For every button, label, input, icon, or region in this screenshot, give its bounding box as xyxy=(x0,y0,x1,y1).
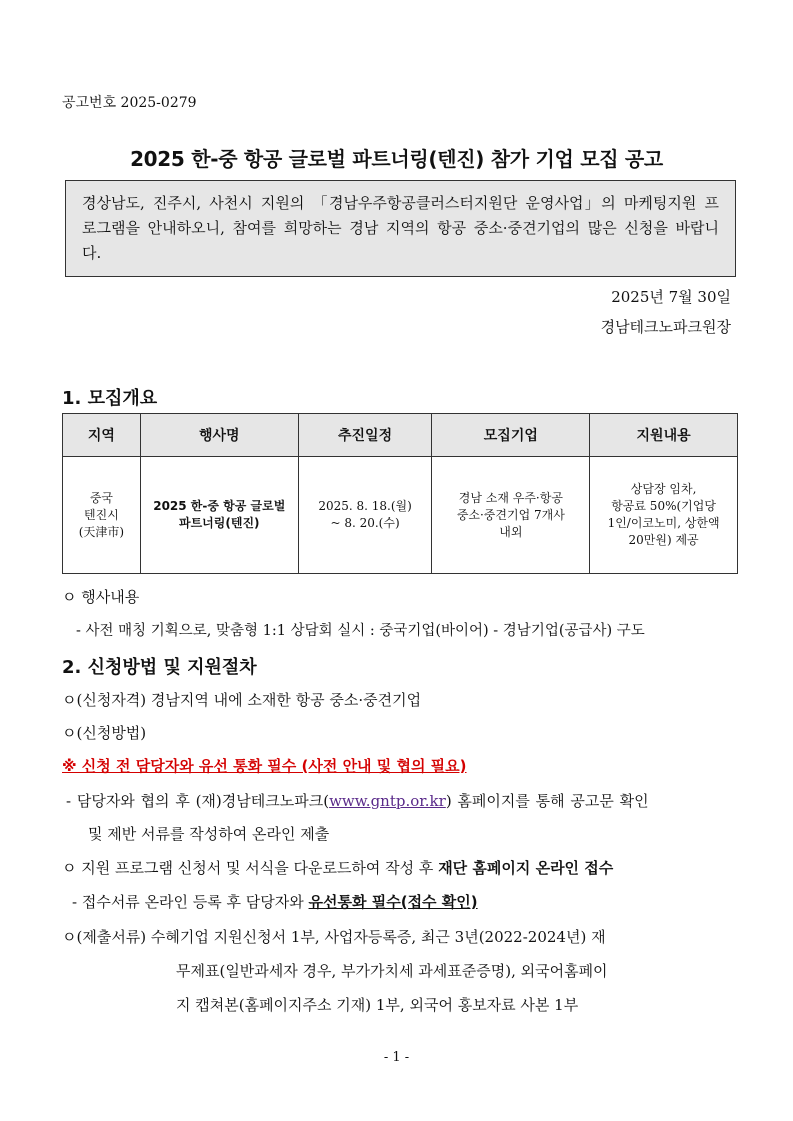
notice-number: 공고번호 2025-0279 xyxy=(62,95,197,111)
consult-line: - 담당자와 협의 후 (재)경남테크노파크(www.gntp.or.kr) 홈페이지를 통해 공고문 확인 xyxy=(66,792,649,810)
cell-companies: 경남 소재 우주·항공 중소·중견기업 7개사 내외 xyxy=(432,457,590,574)
notice-date: 2025년 7월 30일 xyxy=(611,288,731,306)
intro-box xyxy=(65,180,736,277)
intro-text: 경상남도, 진주시, 사천시 지원의 「경남우주항공클러스터지원단 운영사업」의 마케팅지원 프로그램을 안내하오니, 참여를 희망하는 경남 지역의 항공 중소·중견기업의 많은 신청을 바랍니다. xyxy=(82,194,719,262)
header-region: 지역 xyxy=(63,414,141,457)
page-title: 2025 한-중 항공 글로벌 파트너링(텐진) 참가 기업 모집 공고 xyxy=(130,147,663,171)
table-row xyxy=(63,457,738,574)
event-content-label: ㅇ 행사내용 xyxy=(62,588,140,606)
eligibility-line: ㅇ(신청자격) 경남지역 내에 소재한 항공 중소·중견기업 xyxy=(62,691,422,709)
register-line: - 접수서류 온라인 등록 후 담당자와 유선통화 필수(접수 확인) xyxy=(72,893,478,911)
header-event: 행사명 xyxy=(140,414,298,457)
method-label: ㅇ(신청방법) xyxy=(62,724,147,742)
cell-support: 상담장 임차, 항공료 50%(기업당 1인/이코노미, 상한액 20만원) 제공 xyxy=(590,457,738,574)
overview-table xyxy=(62,413,738,574)
cell-region: 중국 텐진시 (天津市) xyxy=(63,457,141,574)
header-support: 지원내용 xyxy=(590,414,738,457)
download-line: ㅇ 지원 프로그램 신청서 및 서식을 다운로드하여 작성 후 재단 홈페이지 온라인 접수 xyxy=(62,859,614,877)
documents-line-1: ㅇ(제출서류) 수혜기업 지원신청서 1부, 사업자등록증, 최근 3년(2022-2024년) 재 xyxy=(62,928,606,946)
header-schedule: 추진일정 xyxy=(298,414,432,457)
warning-line: ※ 신청 전 담당자와 유선 통화 필수 (사전 안내 및 협의 필요) xyxy=(62,757,467,775)
table-header-row xyxy=(63,414,738,457)
website-link[interactable]: www.gntp.or.kr xyxy=(329,792,446,810)
section2-heading: 2. 신청방법 및 지원절차 xyxy=(62,657,257,678)
cell-event: 2025 한-중 항공 글로벌 파트너링(텐진) xyxy=(140,457,298,574)
event-content-detail: - 사전 매칭 기획으로, 맞춤형 1:1 상담회 실시 : 중국기업(바이어) - 경남기업(공급사) 구도 xyxy=(76,623,645,639)
consult-line-2: 및 제반 서류를 작성하여 온라인 제출 xyxy=(88,825,330,843)
signer: 경남테크노파크원장 xyxy=(600,318,731,336)
cell-schedule: 2025. 8. 18.(월) ~ 8. 20.(수) xyxy=(298,457,432,574)
header-companies: 모집기업 xyxy=(432,414,590,457)
documents-line-2: 무제표(일반과세자 경우, 부가가치세 과세표준증명), 외국어홈페이 xyxy=(176,962,608,980)
documents-line-3: 지 캡쳐본(홈페이지주소 기재) 1부, 외국어 홍보자료 사본 1부 xyxy=(176,996,579,1014)
page-number: - 1 - xyxy=(383,1050,410,1065)
section1-heading: 1. 모집개요 xyxy=(62,388,158,409)
